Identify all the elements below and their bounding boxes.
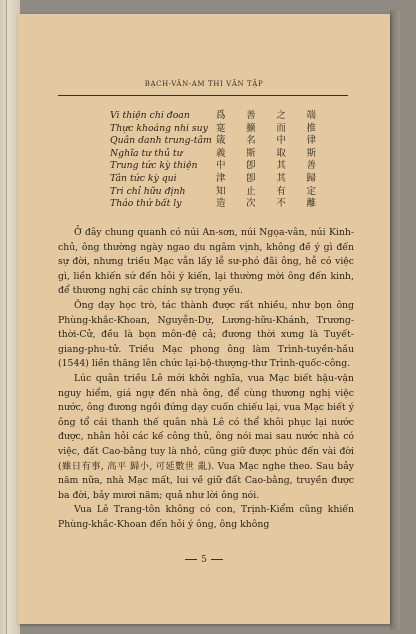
han-char: 止 [246,185,256,197]
han-char: 津 [216,172,226,184]
poem-line [18,173,390,186]
han-char: 擴 [246,122,256,134]
poem-line-chinese [216,173,316,186]
han-char: 造 [216,198,226,210]
paragraph: Lúc quân triều Lê mới khởi nghĩa, vua Mạc biết hậu-vận nguy hiểm, giá ngự đến nhà ông, để cùng thương nghị việc nước, ông đương ngồi đứng dạy cuốn chiếu lại, vua Mạc biết ý ông tổ cái thanh thế quân nhà Lê có thể khôi phục lại nước được, nhân hỏi các kế công thủ, ông nói mai sau nước nhà có việc, đất Cao-bằng tuy là nhỏ, cũng giữ được phúc đến vài đời (雖日有事, 高平 歸小, 可延數世 亂). Vua Mạc nghe theo. Sau bảy năm nữa, nhà Mạc mất, lui về giữ đất Cao-bằng, truyền được ba đời, bảy mươi năm; quả như lời ông nói. [58,372,354,501]
han-char: 卽 [246,160,256,172]
poem-line-vietnamese: Tháo thứ bất ly [110,198,182,210]
han-char: 義 [216,147,226,159]
han-char: 卽 [246,172,256,184]
poem-line-vietnamese: Thực khoáng nhi suy [110,122,208,134]
poem-line [18,198,390,211]
poem-line-chinese [216,135,316,148]
page-number-dash-left [185,559,197,560]
han-char: 之 [276,110,286,121]
scan-background-edge [390,10,400,630]
poem-line-vietnamese: Nghĩa tư thủ tư [110,147,183,159]
poem-line-vietnamese: Vi thiện chi đoan [110,110,190,121]
han-char: 其 [276,160,286,172]
han-char: 歸 [306,172,316,184]
poem-line-vietnamese: Tân tức kỳ qui [110,172,177,184]
poem-line-vietnamese: Tri chỉ hữu định [110,185,186,197]
body-text [58,226,354,532]
facing-page-edge [0,0,20,634]
han-char: 善 [246,110,256,121]
poem-line-vietnamese: Trung tức kỳ thiện [110,160,198,172]
page-number-dash-right [211,559,223,560]
han-char: 中 [276,135,286,147]
header-rule [58,95,348,96]
han-char: 箴 [216,135,226,147]
paragraph: Ông dạy học trò, tác thành được rất nhiều, như bọn ông Phùng-khắc-Khoan, Nguyễn-Dự, Lương-hữu-Khánh, Trương-thời-Cử, đều là bọn môn-đệ cả; đương thời xưng là Tuyết-giang-phu-tử. Triều Mạc phong ông làm Trình-tuyền-hầu (1544) liền thăng lên chức lại-bộ-thượng-thư Trình-quốc-công. [58,299,354,370]
poem-line-chinese [216,186,316,199]
han-char: 斯 [306,147,316,159]
poem-line-chinese [216,198,316,211]
poem-line-chinese [216,148,316,161]
page-number-value: 5 [201,555,207,565]
han-char: 取 [276,147,286,159]
han-char: 有 [276,185,286,197]
binding-line [6,0,7,634]
page-number [18,555,390,565]
poem-line [18,186,390,199]
han-char: 推 [306,122,316,134]
han-char: 其 [276,172,286,184]
poem-line [18,160,390,173]
han-char: 知 [216,185,226,197]
han-char: 離 [306,198,316,210]
paragraph: Vua Lê Trang-tôn không có con, Trịnh-Kiểm cũng khiến Phùng-khắc-Khoan đến hỏi ý ông, ông không [58,504,354,530]
poem-line-chinese [216,160,316,173]
han-char: 端 [306,110,316,121]
paragraph: Ở đây chung quanh có núi An-sơn, núi Ngọa-vân, núi Kinh-chủ, ông thường ngày ngao du ngâm vịnh, không đề ý gì đến sự đời, nhưng triều Mạc vẫn lấy lễ sư-phó đãi ông, hễ có việc gì, liền khiến sứ đến hỏi ý kiến, lại thường mời ông đến kinh, để thương nghị các chính sự trọng yếu. [58,227,354,297]
poem-line-chinese [216,110,316,123]
han-char: 中 [216,160,226,172]
poem-line [18,148,390,161]
han-char: 而 [276,122,286,134]
han-char: 斯 [246,147,256,159]
book-page [18,14,390,624]
han-char: 律 [306,135,316,147]
han-char: 名 [246,135,256,147]
running-header: BẠCH-VÂN-AM THI VĂN TẬP [144,80,264,88]
poem-block [18,110,390,211]
han-char: 寔 [216,122,226,134]
han-char: 定 [306,185,316,197]
poem-line-vietnamese: Quân danh trung-tâm [110,135,212,147]
han-char: 次 [246,198,256,210]
han-char: 爲 [216,110,226,121]
han-char: 善 [306,160,316,172]
poem-line [18,123,390,136]
poem-line [18,135,390,148]
han-char: 不 [276,198,286,210]
poem-line [18,110,390,123]
poem-line-chinese [216,123,316,136]
